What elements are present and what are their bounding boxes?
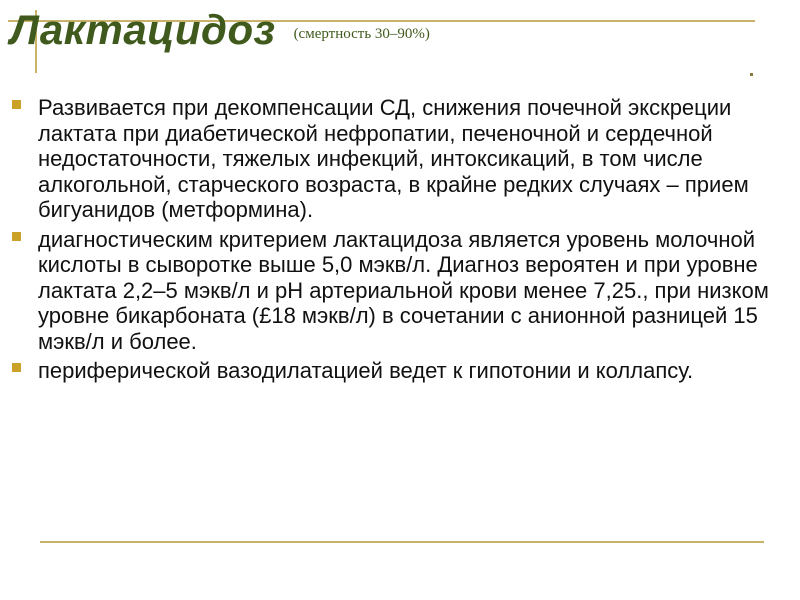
bullet-list: [12, 95, 787, 388]
bullet-text: Развивается при декомпенсации СД, снижения почечной экскреции лактата при диабетической нефропатии, печеночной и сердечной недостаточности, тяжелых инфекций, интоксикаций, в том числе алкогольной, старческого возраста, в крайне редких случаях – прием бигуанидов (метформина).: [38, 95, 749, 222]
bottom-divider: [40, 541, 764, 543]
bullet-item: [12, 95, 787, 223]
slide-title: Лактацидоз: [10, 6, 276, 53]
bullet-item: [12, 227, 787, 355]
square-bullet-icon: [12, 363, 21, 372]
bullet-item: [12, 358, 787, 384]
bullet-text: диагностическим критерием лактацидоза является уровень молочной кислоты в сыворотке выше 5,0 мэкв/л. Диагноз вероятен и при уровне лактата 2,2–5 мэкв/л и pH артериальной крови менее 7,25., при низком уровне бикарбоната (£18 мэкв/л) в сочетании с анионной разницей 15 мэкв/л и более.: [38, 226, 769, 354]
title-row: [10, 6, 430, 54]
slide-subtitle: (смертность 30–90%): [293, 26, 430, 42]
corner-dot: [750, 73, 753, 76]
square-bullet-icon: [12, 100, 21, 109]
square-bullet-icon: [12, 232, 21, 241]
bullet-text: периферической вазодилатацией ведет к гипотонии и коллапсу.: [38, 358, 694, 383]
